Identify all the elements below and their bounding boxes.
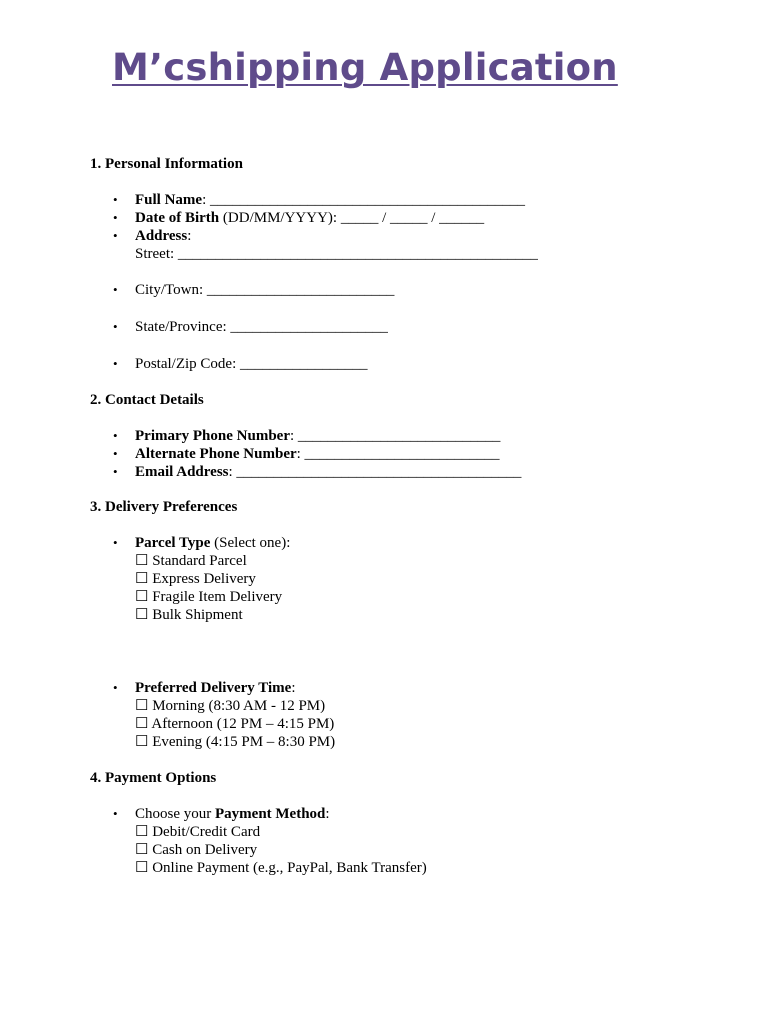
address-field[interactable]	[113, 227, 538, 263]
bullet: •	[113, 210, 118, 225]
city-town-field[interactable]	[113, 281, 395, 299]
checkbox-option-express-delivery[interactable]: ☐ Express Delivery	[135, 571, 256, 587]
bullet: •	[113, 192, 118, 207]
document-title: M’cshipping Application	[112, 46, 618, 89]
delivery-time-label: Preferred Delivery Time	[135, 680, 292, 696]
full-name-label: Full Name	[135, 192, 203, 208]
primary-phone-blank: : ___________________________	[289, 428, 501, 444]
bullet: •	[113, 356, 118, 371]
section-heading-payment-options: 4. Payment Options	[90, 770, 217, 786]
bullet: •	[113, 680, 118, 695]
postal-zip-field[interactable]	[113, 355, 368, 373]
alternate-phone-field[interactable]	[113, 445, 500, 463]
section-heading-delivery-preferences: 3. Delivery Preferences	[90, 499, 238, 515]
checkbox-option-cash-on-delivery[interactable]: ☐ Cash on Delivery	[135, 842, 258, 858]
email-address-field[interactable]	[113, 463, 522, 481]
address-label: Address	[135, 228, 188, 244]
parcel-type-group	[113, 534, 291, 624]
street-field[interactable]: Street: ________________________________________________	[135, 246, 538, 262]
payment-method-prefix: Choose your	[135, 806, 215, 822]
date-of-birth-field[interactable]	[113, 209, 485, 227]
date-of-birth-blank: (DD/MM/YYYY): _____ / _____ / ______	[219, 210, 485, 226]
primary-phone-label: Primary Phone Number	[135, 428, 290, 444]
address-colon: :	[187, 228, 192, 244]
alternate-phone-blank: : __________________________	[296, 446, 500, 462]
checkbox-option-online-payment[interactable]: ☐ Online Payment (e.g., PayPal, Bank Transfer)	[135, 860, 427, 876]
bullet: •	[113, 464, 118, 479]
payment-method-colon: :	[325, 806, 330, 822]
checkbox-option-morning[interactable]: ☐ Morning (8:30 AM - 12 PM)	[135, 698, 326, 714]
bullet: •	[113, 282, 118, 297]
full-name-field[interactable]	[113, 191, 525, 209]
state-province-field[interactable]	[113, 318, 388, 336]
alternate-phone-label: Alternate Phone Number	[135, 446, 297, 462]
payment-method-label: Payment Method	[215, 806, 326, 822]
email-address-label: Email Address	[135, 464, 229, 480]
bullet: •	[113, 319, 118, 334]
bullet: •	[113, 446, 118, 461]
date-of-birth-label: Date of Birth	[135, 210, 220, 226]
state-province-text: State/Province: _____________________	[135, 319, 388, 335]
postal-zip-text: Postal/Zip Code: _________________	[135, 356, 368, 372]
checkbox-option-evening[interactable]: ☐ Evening (4:15 PM – 8:30 PM)	[135, 734, 336, 750]
checkbox-option-fragile-item-delivery[interactable]: ☐ Fragile Item Delivery	[135, 589, 283, 605]
city-town-text: City/Town: _________________________	[135, 282, 395, 298]
bullet: •	[113, 535, 118, 550]
bullet: •	[113, 806, 118, 821]
primary-phone-field[interactable]	[113, 427, 501, 445]
payment-method-group	[113, 805, 427, 877]
parcel-type-instruction: (Select one):	[210, 535, 291, 551]
section-heading-contact-details: 2. Contact Details	[90, 392, 204, 408]
checkbox-option-bulk-shipment[interactable]: ☐ Bulk Shipment	[135, 607, 243, 623]
delivery-time-group	[113, 679, 336, 751]
full-name-blank: : __________________________________________	[202, 192, 525, 208]
checkbox-option-standard-parcel[interactable]: ☐ Standard Parcel	[135, 553, 247, 569]
delivery-time-colon: :	[291, 680, 296, 696]
parcel-type-label: Parcel Type	[135, 535, 211, 551]
bullet: •	[113, 428, 118, 443]
checkbox-option-afternoon[interactable]: ☐ Afternoon (12 PM – 4:15 PM)	[135, 716, 335, 732]
section-heading-personal-information: 1. Personal Information	[90, 156, 243, 172]
checkbox-option-debit-credit-card[interactable]: ☐ Debit/Credit Card	[135, 824, 261, 840]
email-address-blank: : ______________________________________	[228, 464, 522, 480]
bullet: •	[113, 228, 118, 243]
